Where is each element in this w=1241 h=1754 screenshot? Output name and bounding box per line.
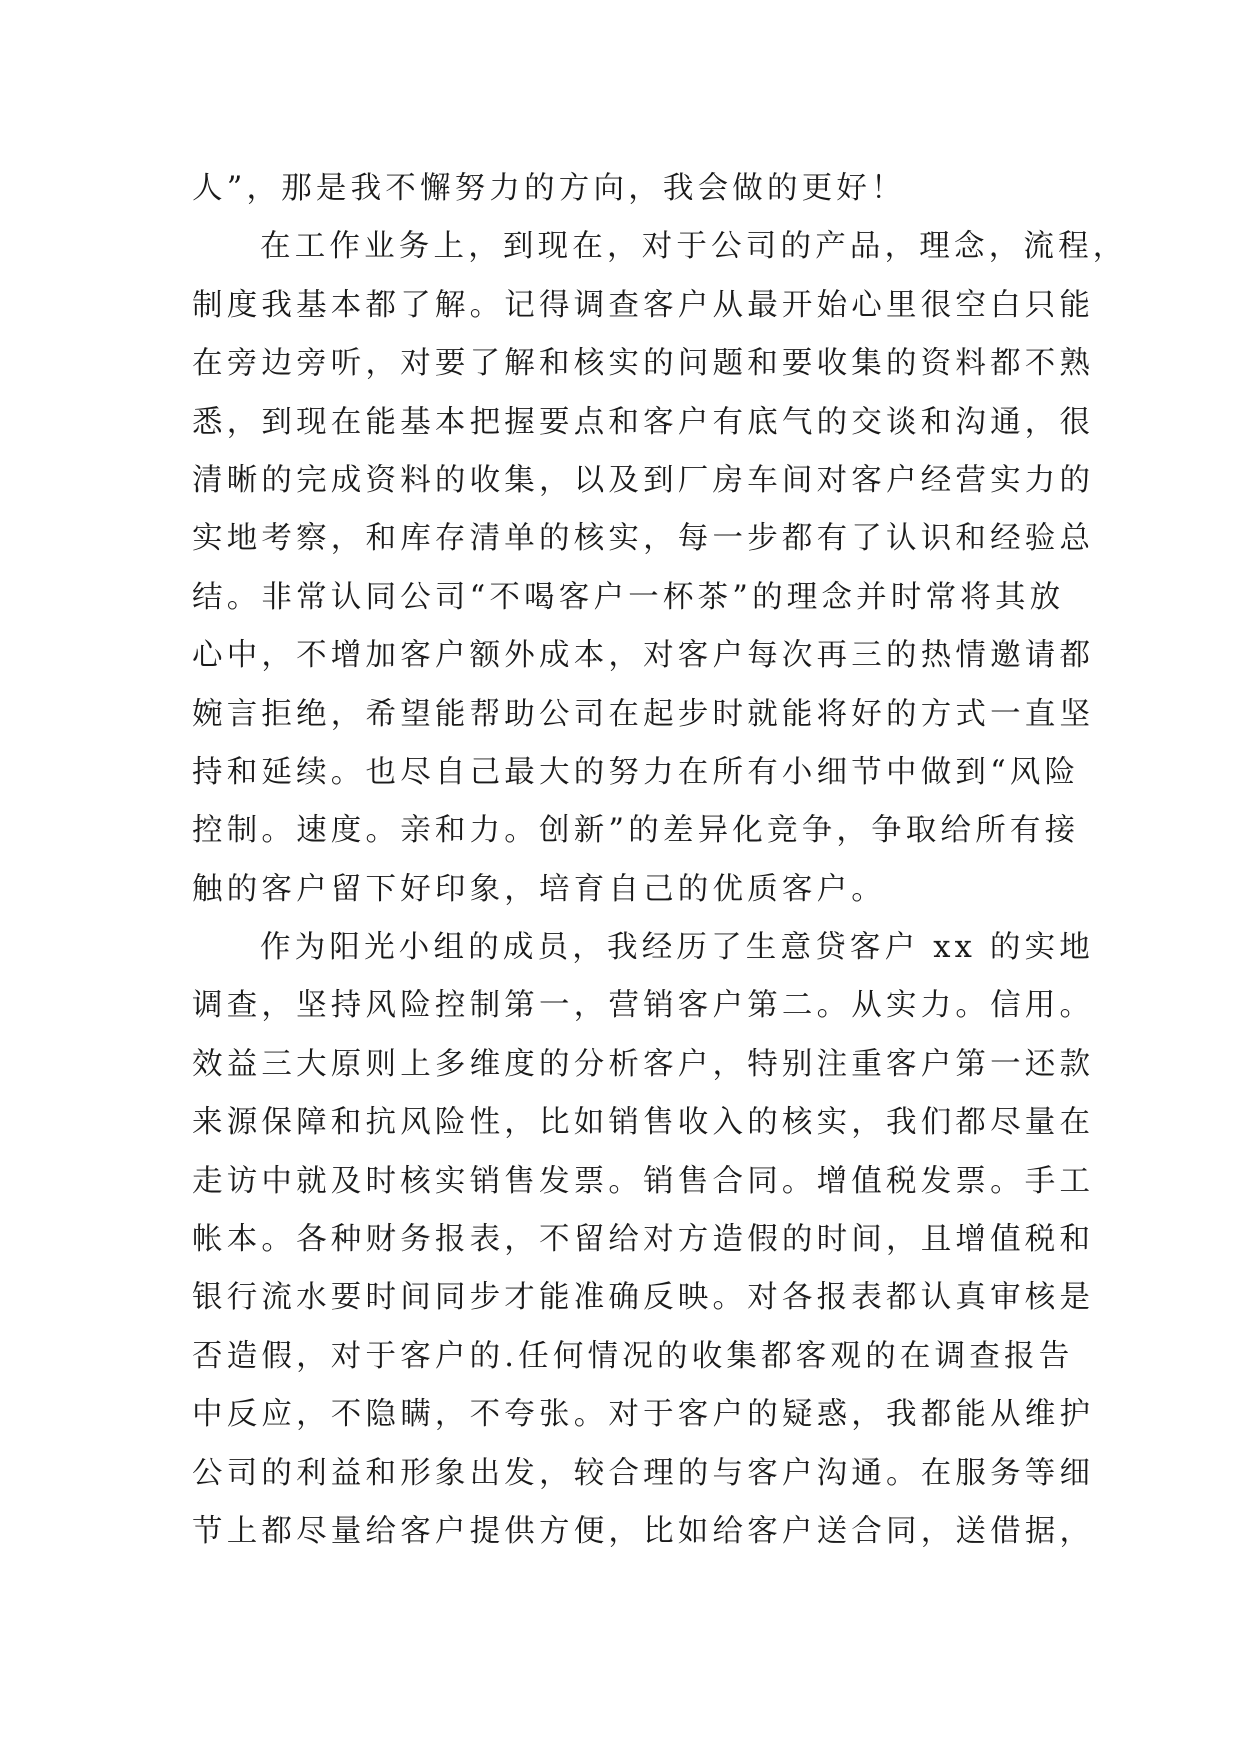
text-line: 走访中就及时核实销售发票。销售合同。增值税发票。手工 <box>192 1163 1095 1199</box>
text-line: 来源保障和抗风险性，比如销售收入的核实，我们都尽量在 <box>192 1105 1095 1141</box>
text-line: 中反应，不隐瞒，不夸张。对于客户的疑惑，我都能从维护 <box>192 1397 1095 1433</box>
text-line: 结。非常认同公司“不喝客户一杯茶”的理念并时常将其放 <box>192 579 1065 615</box>
text-line: 节上都尽量给客户提供方便，比如给客户送合同，送借据， <box>192 1513 1095 1549</box>
text-line: 否造假，对于客户的.任何情况的收集都客观的在调查报告 <box>192 1338 1074 1374</box>
text-line: 控制。速度。亲和力。创新”的差异化竞争，争取给所有接 <box>192 813 1080 849</box>
text-line: 公司的利益和形象出发，较合理的与客户沟通。在服务等细 <box>192 1455 1095 1491</box>
paragraph-first-line: 在工作业务上，到现在，对于公司的产品，理念，流程， <box>260 229 1128 265</box>
text-line: 调查，坚持风险控制第一，营销客户第二。从实力。信用。 <box>192 988 1095 1024</box>
text-line: 人”，那是我不懈努力的方向，我会做的更好！ <box>192 171 906 206</box>
text-line: 银行流水要时间同步才能准确反映。对各报表都认真审核是 <box>192 1280 1095 1316</box>
text-line: 在旁边旁听，对要了解和核实的问题和要收集的资料都不熟 <box>192 346 1095 382</box>
document-body <box>192 160 1128 1561</box>
text-line: 实地考察，和库存清单的核实，每一步都有了认识和经验总 <box>192 521 1095 557</box>
text-line: 持和延续。也尽自己最大的努力在所有小细节中做到“风险 <box>192 754 1080 790</box>
text-line: 婉言拒绝，希望能帮助公司在起步时就能将好的方式一直坚 <box>192 696 1095 732</box>
paragraph-first-line: 作为阳光小组的成员，我经历了生意贷客户 xx 的实地 <box>260 930 1094 966</box>
text-line: 帐本。各种财务报表，不留给对方造假的时间，且增值税和 <box>192 1222 1095 1258</box>
text-line: 制度我基本都了解。记得调查客户从最开始心里很空白只能 <box>192 287 1095 323</box>
text-line: 悉，到现在能基本把握要点和客户有底气的交谈和沟通，很 <box>192 404 1095 440</box>
text-line: 清晰的完成资料的收集，以及到厂房车间对客户经营实力的 <box>192 462 1095 498</box>
text-line: 效益三大原则上多维度的分析客户，特别注重客户第一还款 <box>192 1046 1095 1082</box>
text-line: 心中，不增加客户额外成本，对客户每次再三的热情邀请都 <box>192 638 1095 674</box>
text-line: 触的客户留下好印象，培育自己的优质客户。 <box>192 871 886 907</box>
